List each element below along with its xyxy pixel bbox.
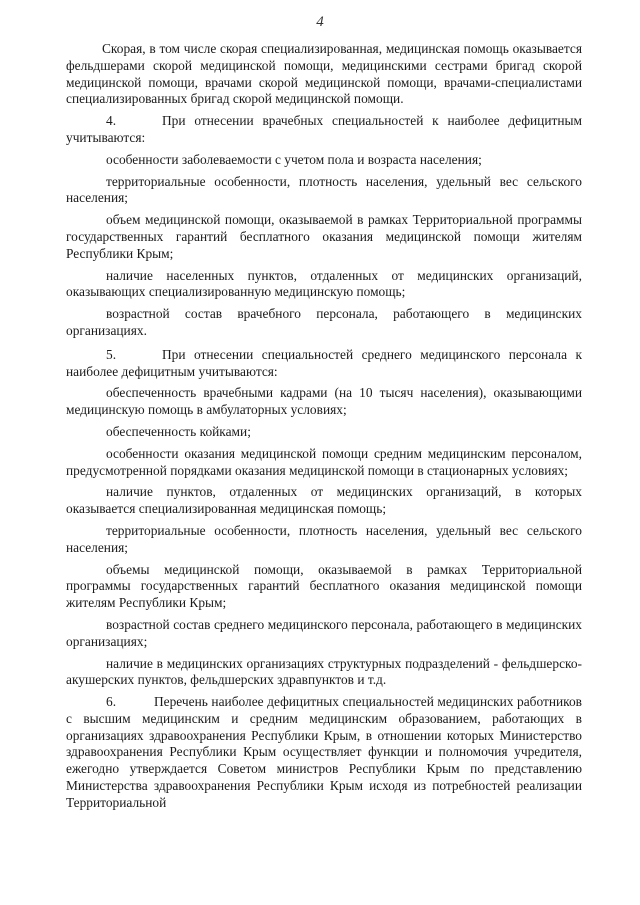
page-number: 4 [316, 14, 324, 30]
list-item: территориальные особенности, плотность населения, удельный вес сельского населения; [66, 173, 582, 206]
list-item: обеспеченность койками; [106, 423, 251, 439]
list-item: особенности оказания медицинской помощи средним медицинским персоналом, предусмотренной порядками оказания медицинской помощи в стационарных условиях; [66, 445, 582, 478]
list-item: обеспеченность врачебными кадрами (на 10 тысяч населения), оказывающими медицинскую помощь в амбулаторных условиях; [66, 385, 582, 418]
item-number: 5. [106, 346, 117, 362]
list-item: территориальные особенности, плотность населения, удельный вес сельского населения; [66, 522, 582, 555]
paragraph-text: Перечень наиболее дефицитных специальностей медицинских работников с высшим медицинским и средним медицинским образованием, работающих в организациях здравоохранения Республики Крым, в отношении которых Министерство здравоохранения Республики Крым осуществляет функции и полномочия учредителя, ежегодно утверждается Советом министров Республики Крым по представлению Министерства здравоохранения Республики Крым исходя из потребностей реализации Территориальной [66, 694, 582, 810]
item-number: 4. [106, 113, 117, 129]
list-item: возрастной состав врачебного персонала, работающего в медицинских организациях. [66, 306, 582, 338]
paragraph-text: При отнесении специальностей среднего медицинского персонала к наиболее дефицитным учитываются: [66, 346, 582, 379]
list-item: наличие населенных пунктов, отдаленных от медицинских организаций, оказывающих специализированную медицинскую помощь; [66, 267, 582, 300]
list-item: объем медицинской помощи, оказываемой в рамках Территориальной программы государственных гарантий бесплатного оказания медицинской помощи жителям Республики Крым; [66, 212, 582, 261]
list-item: наличие пунктов, отдаленных от медицинских организаций, в которых оказывается специализированная медицинская помощь; [66, 484, 582, 517]
numbered-paragraph-5 [66, 347, 582, 381]
item-number: 6. [106, 694, 117, 710]
paragraph: Скорая, в том числе скорая специализированная, медицинская помощь оказывается фельдшерами скорой медицинской помощи, медицинскими сестрами бригад скорой медицинской помощи, врачами скорой медицинской помощи, врачами-специалистами специализированных бригад скорой медицинской помощи. [66, 41, 582, 107]
list-item: возрастной состав среднего медицинского персонала, работающего в медицинских организациях; [66, 616, 582, 649]
paragraph-text: При отнесении врачебных специальностей к наиболее дефицитным учитываются: [66, 113, 582, 145]
numbered-paragraph-6 [66, 694, 582, 812]
list-item: объемы медицинской помощи, оказываемой в рамках Территориальной программы государственных гарантий бесплатного оказания медицинской помощи жителям Республики Крым; [66, 561, 582, 611]
list-item: особенности заболеваемости с учетом пола и возраста населения; [106, 151, 482, 167]
list-item: наличие в медицинских организациях структурных подразделений - фельдшерско-акушерских пунктов, фельдшерских здравпунктов и т.д. [66, 655, 582, 688]
document-body [66, 41, 582, 812]
numbered-paragraph-4 [66, 113, 582, 147]
